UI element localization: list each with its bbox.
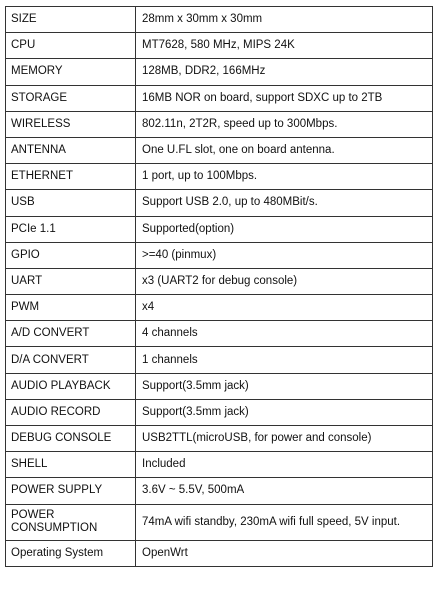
table-row (6, 452, 433, 478)
spec-value: USB2TTL(microUSB, for power and console) (136, 426, 433, 452)
table-row (6, 373, 433, 399)
table-row (6, 164, 433, 190)
table-row (6, 216, 433, 242)
spec-key: CPU (6, 33, 136, 59)
table-row (6, 190, 433, 216)
table-row (6, 295, 433, 321)
spec-table (5, 6, 433, 567)
spec-key: SIZE (6, 7, 136, 33)
spec-key: WIRELESS (6, 111, 136, 137)
table-row (6, 7, 433, 33)
spec-key: PWM (6, 295, 136, 321)
table-row (6, 137, 433, 163)
spec-value: 16MB NOR on board, support SDXC up to 2TB (136, 85, 433, 111)
spec-key: GPIO (6, 242, 136, 268)
spec-value: Support(3.5mm jack) (136, 399, 433, 425)
spec-value: MT7628, 580 MHz, MIPS 24K (136, 33, 433, 59)
spec-value: 1 port, up to 100Mbps. (136, 164, 433, 190)
spec-value: >=40 (pinmux) (136, 242, 433, 268)
table-row (6, 242, 433, 268)
spec-value: 802.11n, 2T2R, speed up to 300Mbps. (136, 111, 433, 137)
table-row (6, 426, 433, 452)
table-row (6, 540, 433, 566)
spec-value: Support(3.5mm jack) (136, 373, 433, 399)
spec-key: UART (6, 268, 136, 294)
table-row (6, 347, 433, 373)
spec-key: Operating System (6, 540, 136, 566)
table-row (6, 399, 433, 425)
table-row (6, 33, 433, 59)
spec-value: x3 (UART2 for debug console) (136, 268, 433, 294)
spec-value: One U.FL slot, one on board antenna. (136, 137, 433, 163)
spec-key: D/A CONVERT (6, 347, 136, 373)
table-row (6, 85, 433, 111)
spec-value: Supported(option) (136, 216, 433, 242)
spec-key: SHELL (6, 452, 136, 478)
table-row (6, 268, 433, 294)
spec-value: x4 (136, 295, 433, 321)
spec-value: 28mm x 30mm x 30mm (136, 7, 433, 33)
spec-key: POWER SUPPLY (6, 478, 136, 504)
spec-value: 3.6V ~ 5.5V, 500mA (136, 478, 433, 504)
spec-key: A/D CONVERT (6, 321, 136, 347)
spec-key: MEMORY (6, 59, 136, 85)
spec-value: 1 channels (136, 347, 433, 373)
spec-value: Support USB 2.0, up to 480MBit/s. (136, 190, 433, 216)
spec-key: USB (6, 190, 136, 216)
spec-key: ETHERNET (6, 164, 136, 190)
spec-value: 128MB, DDR2, 166MHz (136, 59, 433, 85)
spec-value: Included (136, 452, 433, 478)
table-row (6, 504, 433, 540)
spec-key: AUDIO RECORD (6, 399, 136, 425)
spec-key: AUDIO PLAYBACK (6, 373, 136, 399)
spec-value: OpenWrt (136, 540, 433, 566)
table-row (6, 111, 433, 137)
spec-key: PCIe 1.1 (6, 216, 136, 242)
spec-key: ANTENNA (6, 137, 136, 163)
spec-key: STORAGE (6, 85, 136, 111)
table-row (6, 59, 433, 85)
table-row (6, 478, 433, 504)
spec-key: DEBUG CONSOLE (6, 426, 136, 452)
spec-key: POWER CONSUMPTION (6, 504, 136, 540)
spec-value: 74mA wifi standby, 230mA wifi full speed, 5V input. (136, 504, 433, 540)
spec-value: 4 channels (136, 321, 433, 347)
table-row (6, 321, 433, 347)
